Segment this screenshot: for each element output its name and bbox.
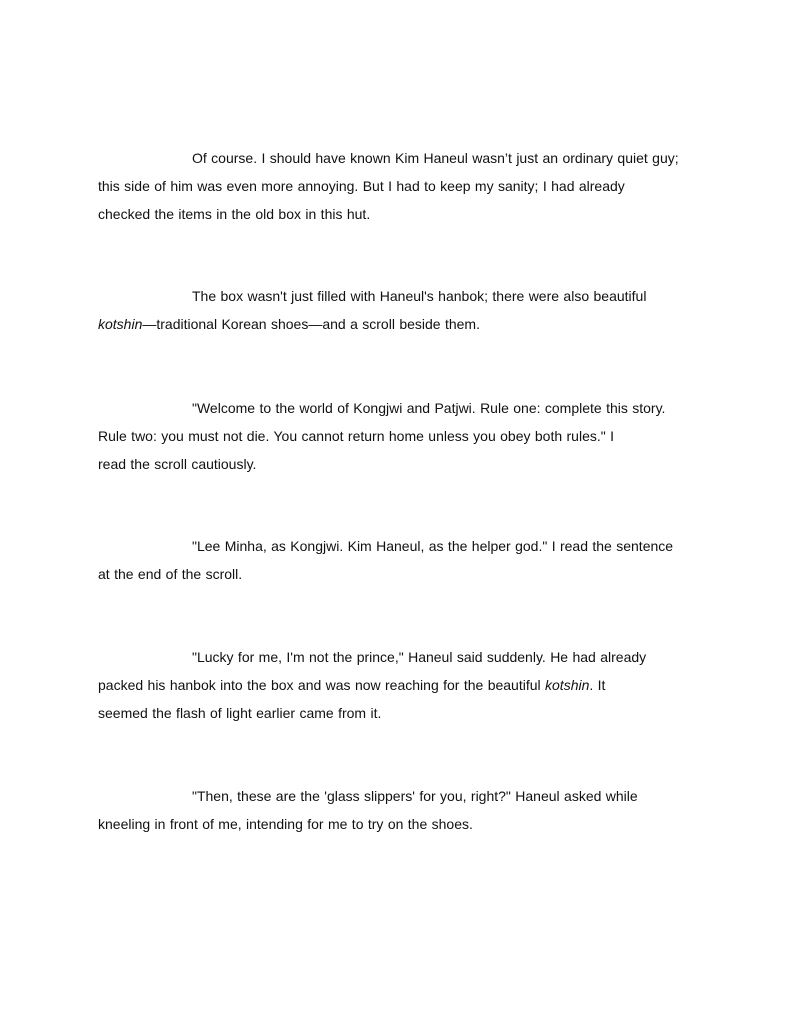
text-line: read the scroll cautiously. [98,456,257,472]
text-line: The box wasn't just filled with Haneul's hanbok; there were also beautiful [192,288,647,304]
text-line: Rule two: you must not die. You cannot return home unless you obey both rules." I [98,428,614,444]
text-line: Of course. I should have known Kim Haneul wasn’t just an ordinary quiet guy; [192,150,679,166]
paragraph-2 [98,282,705,338]
text-line: kneeling in front of me, intending for me to try on the shoes. [98,816,473,832]
paragraph-3 [98,394,705,478]
text-line: "Then, these are the 'glass slippers' for you, right?" Haneul asked while [192,788,638,804]
paragraph-4 [98,532,705,588]
text-run: packed his hanbok into the box and was now reaching for the beautiful [98,677,546,693]
italic-term: kotshin [98,316,143,332]
italic-term: kotshin [545,677,590,693]
text-line: at the end of the scroll. [98,566,243,582]
text-run: —traditional Korean shoes—and a scroll beside them. [142,316,480,332]
paragraph-1 [98,144,705,228]
text-line [98,310,705,338]
text-line: seemed the flash of light earlier came from it. [98,705,382,721]
text-line: this side of him was even more annoying. But I had to keep my sanity; I had already [98,178,625,194]
text-line: checked the items in the old box in this hut. [98,206,371,222]
text-line: "Lucky for me, I'm not the prince," Haneul said suddenly. He had already [192,649,647,665]
text-line: "Lee Minha, as Kongjwi. Kim Haneul, as the helper god." I read the sentence [192,538,674,554]
text-run: . It [589,677,606,693]
text-line [98,671,705,699]
paragraph-6 [98,782,705,838]
text-line: "Welcome to the world of Kongjwi and Patjwi. Rule one: complete this story. [192,400,666,416]
paragraph-5 [98,643,705,727]
